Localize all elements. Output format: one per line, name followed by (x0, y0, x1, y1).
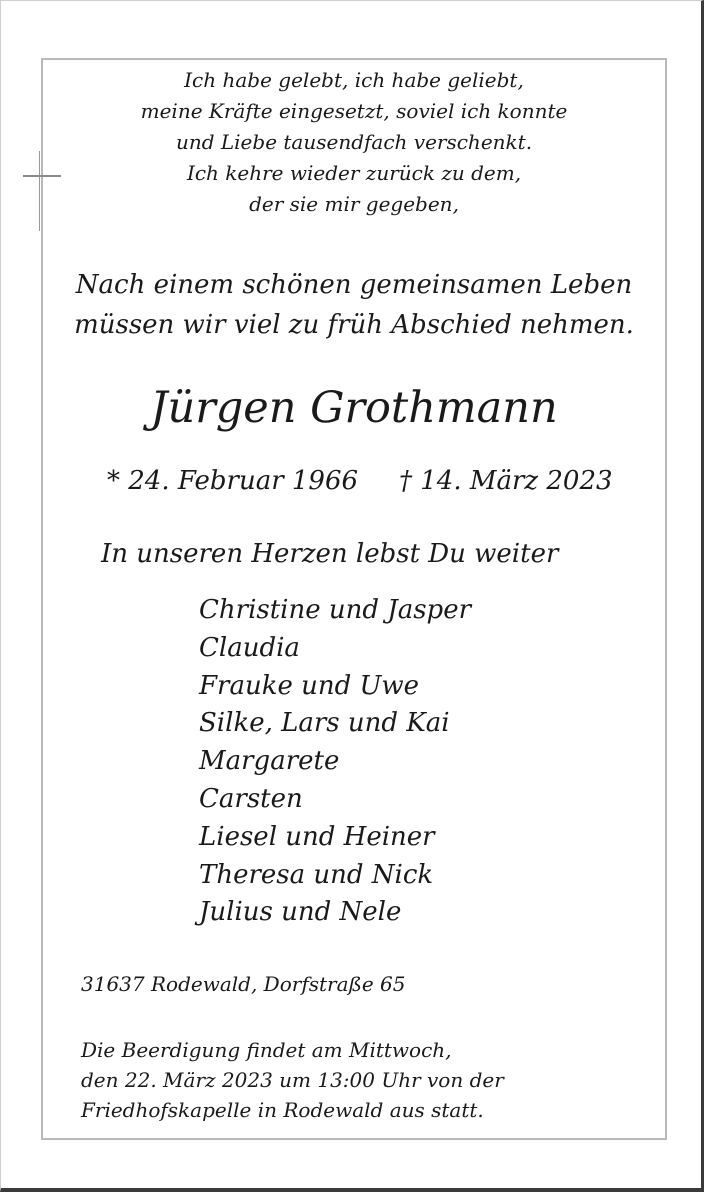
address: 31637 Rodewald, Dorfstraße 65 (81, 972, 406, 996)
funeral-line: Die Beerdigung findet am Mittwoch, (81, 1038, 452, 1062)
mourner-entry: Silke, Lars und Kai (199, 708, 450, 739)
poem-line: und Liebe tausendfach verschenkt. (175, 130, 533, 154)
funeral-line: den 22. März 2023 um 13:00 Uhr von der (81, 1068, 504, 1092)
poem-line: Ich kehre wieder zurück zu dem, (186, 161, 522, 185)
funeral-info (81, 1035, 504, 1125)
intro-line: Nach einem schönen gemeinsamen Leben (75, 270, 633, 300)
mourner-entry: Theresa und Nick (199, 859, 434, 890)
poem-line: der sie mir gegeben, (249, 192, 459, 216)
mourners-list (199, 592, 471, 932)
mourner-entry: Margarete (199, 746, 340, 777)
mourner-entry: Julius und Nele (199, 897, 402, 928)
funeral-line: Friedhofskapelle in Rodewald aus statt. (81, 1098, 484, 1122)
death-date: † 14. März 2023 (399, 466, 613, 496)
mourner-entry: Claudia (199, 632, 300, 663)
poem (41, 65, 667, 220)
mourner-entry: Liesel und Heiner (199, 821, 435, 852)
poem-line: meine Kräfte eingesetzt, soviel ich konnte (140, 99, 568, 123)
mourner-entry: Christine und Jasper (199, 595, 472, 625)
farewell-intro (41, 265, 667, 345)
birth-date: * 24. Februar 1966 (107, 466, 359, 496)
deceased-name: Jürgen Grothmann (150, 383, 558, 433)
mourner-entry: Frauke und Uwe (199, 670, 420, 701)
motto: In unseren Herzen lebst Du weiter (101, 539, 559, 569)
poem-line: Ich habe gelebt, ich habe geliebt, (184, 68, 524, 92)
mourner-entry: Carsten (199, 783, 303, 814)
cross-vertical-bar (39, 151, 40, 231)
intro-line: müssen wir viel zu früh Abschied nehmen. (74, 310, 634, 340)
